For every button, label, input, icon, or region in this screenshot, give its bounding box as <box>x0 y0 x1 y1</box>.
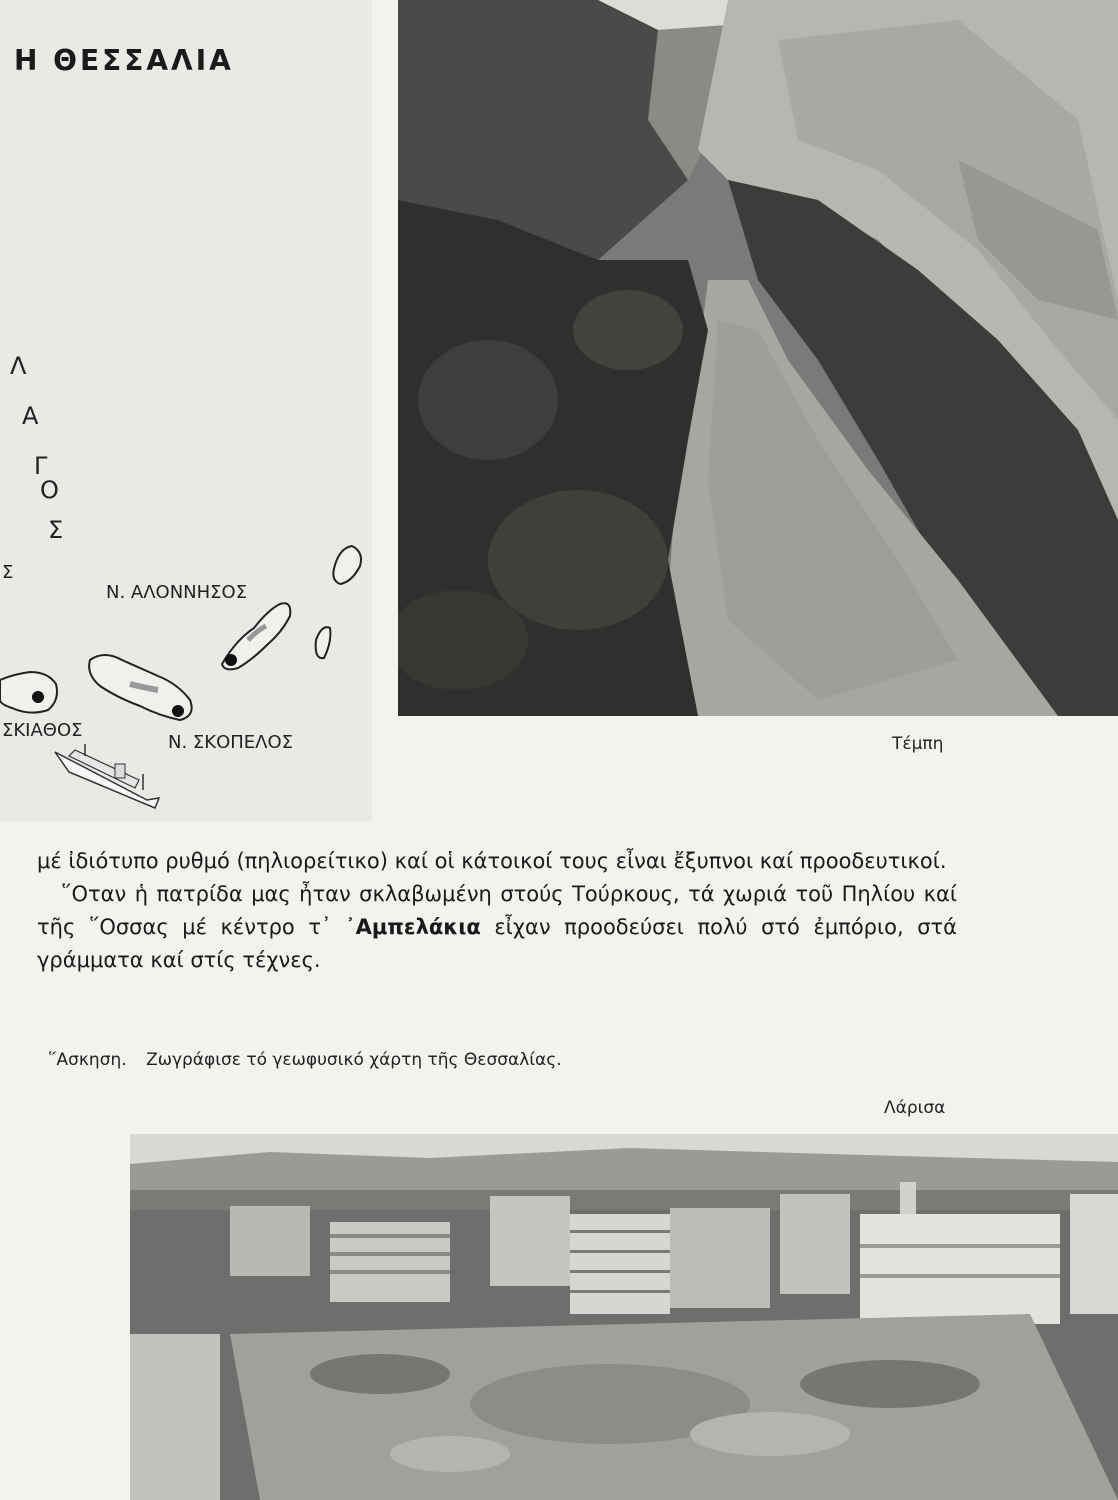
ampelakia-bold: ᾽Αμπελάκια <box>345 915 481 939</box>
label-alonnisos: Ν. ΑΛΟΝΝΗΣΟΣ <box>106 582 248 603</box>
town-dot <box>32 691 44 703</box>
exercise-label: ῞Ασκηση. <box>48 1050 127 1070</box>
label-skiathos: ΣΚΙΑΘΟΣ <box>2 720 83 741</box>
larisa-photo <box>130 1134 1118 1500</box>
body-text <box>37 845 957 977</box>
islands-map <box>0 0 372 822</box>
island-skiathos <box>0 672 57 713</box>
sea-letter: Γ <box>34 452 48 480</box>
island-shape <box>316 627 331 658</box>
paragraph-2: ῞Οταν ἡ πατρίδα μας ἦταν σκλαβωμένη στούς Τούρκους, τά χωριά τοῦ Πηλίου καί τῆς ῞Οσσας μέ κέντρο τ᾽ ᾽Αμπελάκια εἶχαν προοδεύσει πολύ στό ἐμπόριο, στά γράμματα καί στίς τέχνες. <box>37 882 957 972</box>
paragraph-1: μέ ἰδιότυπο ρυθμό (πηλιορείτικο) καί οἱ κάτοικοί τους εἶναι ἔξυπνοι καί προοδευτικοί. <box>37 849 947 873</box>
sea-letter-partial: Σ <box>2 562 14 583</box>
exercise-line <box>48 1050 562 1070</box>
ship-icon <box>55 744 159 808</box>
tempi-photo <box>398 0 1118 716</box>
town-dot <box>172 705 184 717</box>
sea-letter: Ο <box>40 476 59 504</box>
larisa-caption: Λάρισα <box>884 1098 946 1118</box>
tempi-caption: Τέμπη <box>892 734 944 754</box>
map-panel <box>0 0 372 822</box>
sea-letter: Α <box>22 402 39 430</box>
sea-letter: Λ <box>10 352 27 380</box>
sea-letter: Σ <box>48 516 64 544</box>
exercise-text: Ζωγράφισε τό γεωφυσικό χάρτη τῆς Θεσσαλίας. <box>146 1050 562 1070</box>
label-skopelos: Ν. ΣΚΟΠΕΛΟΣ <box>168 732 294 753</box>
town-dot <box>225 654 237 666</box>
map-title: Η ΘΕΣΣΑΛΙΑ <box>14 44 234 77</box>
island-shape <box>333 546 361 584</box>
